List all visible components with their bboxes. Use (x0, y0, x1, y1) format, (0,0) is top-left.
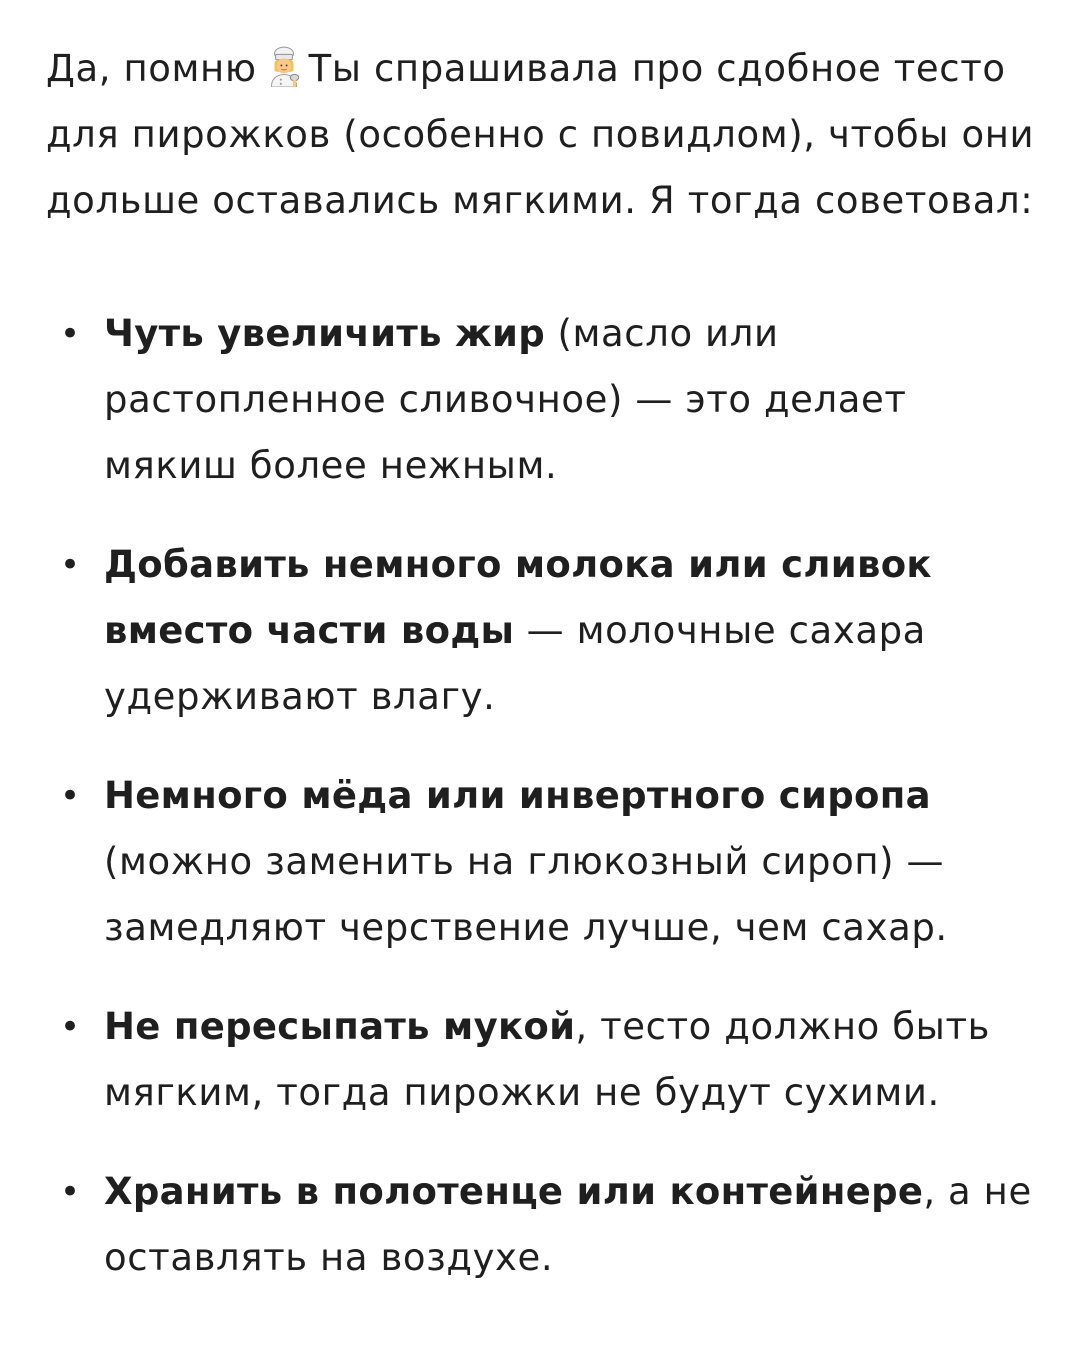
message-intro (46, 36, 1036, 234)
tip-title: Не пересыпать мукой (104, 1005, 576, 1048)
tip-title: Чуть увеличить жир (104, 312, 546, 355)
list-item (46, 763, 1036, 961)
tips-list (46, 301, 1036, 1291)
intro-text-start: Да, помню (46, 47, 257, 90)
chat-message (46, 36, 1036, 1291)
bullet: • (60, 1007, 81, 1047)
tip-title: Немного мёда или инвертного сиропа (104, 774, 931, 817)
tip-text: (можно заменить на глюкозный сироп) — замедляют черствение лучше, чем сахар. (104, 840, 948, 949)
list-item (46, 301, 1036, 499)
list-item (46, 1159, 1036, 1291)
chef-woman-icon (263, 45, 305, 87)
intro-text-rest: Ты спрашивала про сдобное тесто для пирожков (особенно с повидлом), чтобы они дольше оставались мягкими. Я тогда советовал: (46, 47, 1035, 222)
tip-title: Добавить немного молока или сливок вместо части воды (104, 543, 932, 652)
tip-text: , тесто должно быть мягким, тогда пирожки не будут сухими. (104, 1005, 991, 1114)
bullet: • (60, 545, 81, 585)
bullet: • (60, 1172, 81, 1212)
tip-text: (масло или растопленное сливочное) — это делает мякиш более нежным. (104, 312, 907, 487)
tip-text: — молочные сахара удерживают влагу. (104, 609, 926, 718)
list-item (46, 532, 1036, 730)
tip-text: , а не оставлять на воздухе. (104, 1170, 1032, 1279)
tip-title: Хранить в полотенце или контейнере (104, 1170, 924, 1213)
list-item (46, 994, 1036, 1126)
bullet: • (60, 776, 81, 816)
bullet: • (60, 314, 81, 354)
